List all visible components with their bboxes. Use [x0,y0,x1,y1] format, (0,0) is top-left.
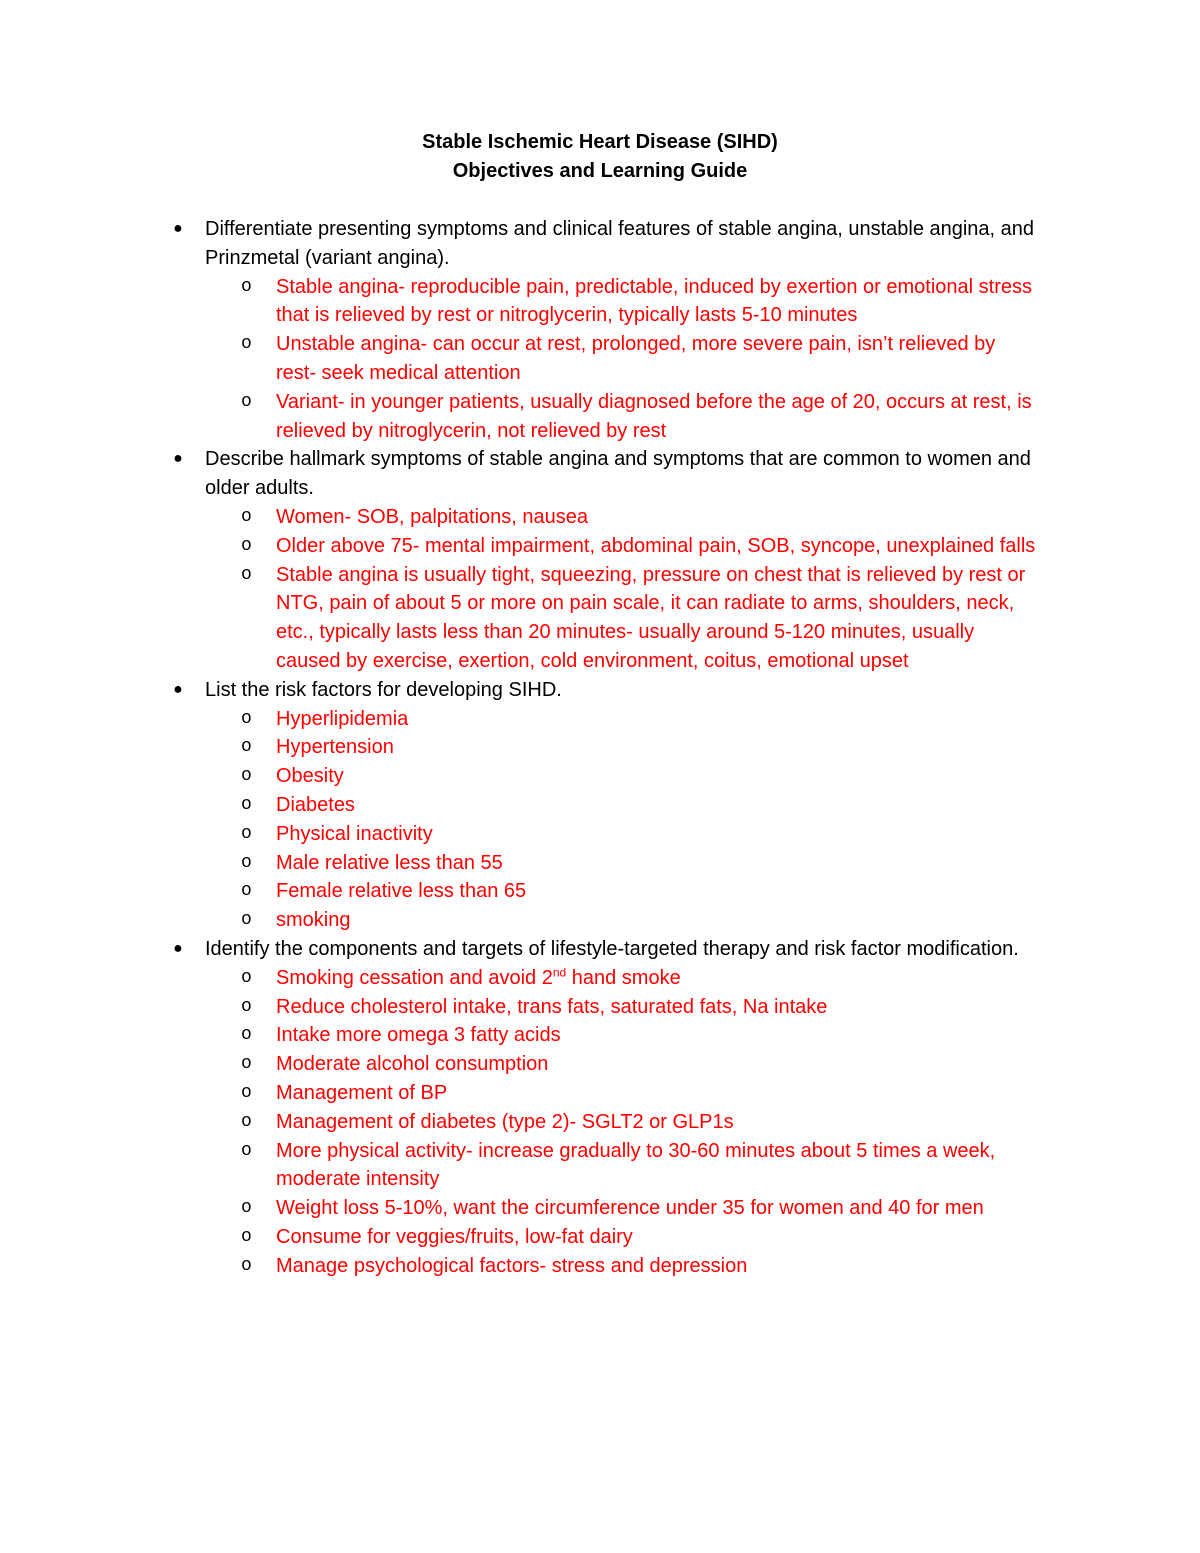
answer-item [0,388,1200,446]
sub-bullet-icon: o [241,996,252,1017]
answer-list [0,273,1200,446]
answer-list [0,705,1200,935]
answer-text: Reduce cholesterol intake, trans fats, saturated fats, Na intake [276,995,828,1018]
answer-text: Unstable angina- can occur at rest, prolonged, more severe pain, isn’t relieved by rest- seek medical attention [276,333,996,384]
sub-bullet-icon: o [241,1111,252,1132]
answer-text: Weight loss 5-10%, want the circumference under 35 for women and 40 for men [276,1197,984,1220]
answer-item [0,964,1200,993]
sub-bullet-icon: o [241,1255,252,1276]
answer-text: Stable angina- reproducible pain, predictable, induced by exertion or emotional stress that is relieved by rest or nitroglycerin, typically lasts 5-10 minutes [276,275,1033,327]
answer-text: Physical inactivity [276,822,433,845]
answer-text: Consume for veggies/fruits, low-fat dairy [276,1225,633,1248]
answer-text: Diabetes [276,793,355,816]
sub-bullet-icon: o [241,967,252,988]
sub-bullet-icon: o [241,535,252,556]
answer-list [0,503,1200,676]
answer-text: Manage psychological factors- stress and depression [276,1254,748,1277]
bullet-icon: ● [173,939,183,957]
document-heading [0,128,1200,185]
objective-item [0,215,1200,273]
answer-item [0,1079,1200,1108]
answer-text: Obesity [276,765,344,788]
sub-bullet-icon: o [241,708,252,729]
sub-bullet-icon: o [241,823,252,844]
answer-text: Women- SOB, palpitations, nausea [276,505,589,528]
answer-text-suffix: hand smoke [566,966,681,989]
objective-text: List the risk factors for developing SIHD. [205,678,562,701]
answer-item [0,330,1200,388]
bullet-icon: ● [173,220,183,237]
answer-item [0,705,1200,734]
answer-item [0,1137,1200,1195]
objective-text: Differentiate presenting symptoms and clinical features of stable angina, unstable angina, and Prinzmetal (variant angina). [205,218,1035,269]
answer-text: Smoking cessation and avoid 2 [276,966,553,989]
answer-item [0,791,1200,820]
answer-list [0,964,1200,1281]
answer-text: smoking [276,909,351,932]
answer-item [0,820,1200,849]
sub-bullet-icon: o [241,506,252,527]
sub-bullet-icon: o [241,1140,252,1161]
sub-bullet-icon: o [241,852,252,873]
answer-item [0,1108,1200,1137]
objective-text: Identify the components and targets of lifestyle-targeted therapy and risk factor modification. [205,937,1019,960]
answer-item [0,532,1200,561]
answer-superscript: nd [552,965,567,980]
answer-item [0,273,1200,331]
sub-bullet-icon: o [241,276,252,297]
bullet-icon: ● [173,450,183,468]
answer-text: Management of BP [276,1081,448,1104]
sub-bullet-icon: o [241,564,252,585]
objective-item [0,676,1200,705]
answer-item [0,1021,1200,1050]
document-subtitle: Objectives and Learning Guide [452,159,748,182]
objective-text: Describe hallmark symptoms of stable angina and symptoms that are common to women and older adults. [205,448,1031,500]
sub-bullet-icon: o [241,881,252,902]
bullet-icon: ● [173,680,183,698]
sub-bullet-icon: o [241,1025,252,1046]
answer-item [0,503,1200,532]
answer-text: Older above 75- mental impairment, abdominal pain, SOB, syncope, unexplained falls [276,534,1036,557]
answer-text: Moderate alcohol consumption [276,1053,549,1076]
answer-item [0,1223,1200,1252]
answer-item [0,849,1200,878]
sub-bullet-icon: o [241,1082,252,1103]
answer-item [0,1050,1200,1079]
sub-bullet-icon: o [241,737,252,758]
objectives-list [0,215,1200,1280]
answer-text: Stable angina is usually tight, squeezing, pressure on chest that is relieved by rest or NTG, pain of about 5 or more on pain scale, it can radiate to arms, shoulders, neck, etc., typically lasts less than 20 minutes- usually around 5-120 minutes, usually caused by exercise, exertion, cold environment, coitus, emotional upset [276,563,1026,672]
sub-bullet-icon: o [241,391,252,412]
answer-item [0,906,1200,935]
answer-text: Management of diabetes (type 2)- SGLT2 or GLP1s [276,1110,734,1133]
objective-item [0,935,1200,964]
sub-bullet-icon: o [241,794,252,815]
sub-bullet-icon: o [241,334,252,355]
answer-item [0,1252,1200,1281]
answer-item [0,1194,1200,1223]
sub-bullet-icon: o [241,1198,252,1219]
answer-item [0,561,1200,676]
answer-text: More physical activity- increase gradually to 30-60 minutes about 5 times a week, moderate intensity [276,1139,996,1191]
answer-text: Variant- in younger patients, usually diagnosed before the age of 20, occurs at rest, is relieved by nitroglycerin, not relieved by rest [276,390,1032,442]
answer-text: Hypertension [276,736,394,759]
answer-item [0,877,1200,906]
sub-bullet-icon: o [241,1054,252,1075]
answer-item [0,762,1200,791]
sub-bullet-icon: o [241,1226,252,1247]
answer-item [0,993,1200,1022]
answer-text: Female relative less than 65 [276,880,527,903]
sub-bullet-icon: o [241,766,252,787]
objective-item [0,445,1200,503]
answer-text: Intake more omega 3 fatty acids [276,1024,561,1047]
answer-text: Hyperlipidemia [276,707,409,730]
document-title: Stable Ischemic Heart Disease (SIHD) [422,131,778,153]
sub-bullet-icon: o [241,910,252,931]
answer-item [0,733,1200,762]
answer-text: Male relative less than 55 [276,851,503,874]
